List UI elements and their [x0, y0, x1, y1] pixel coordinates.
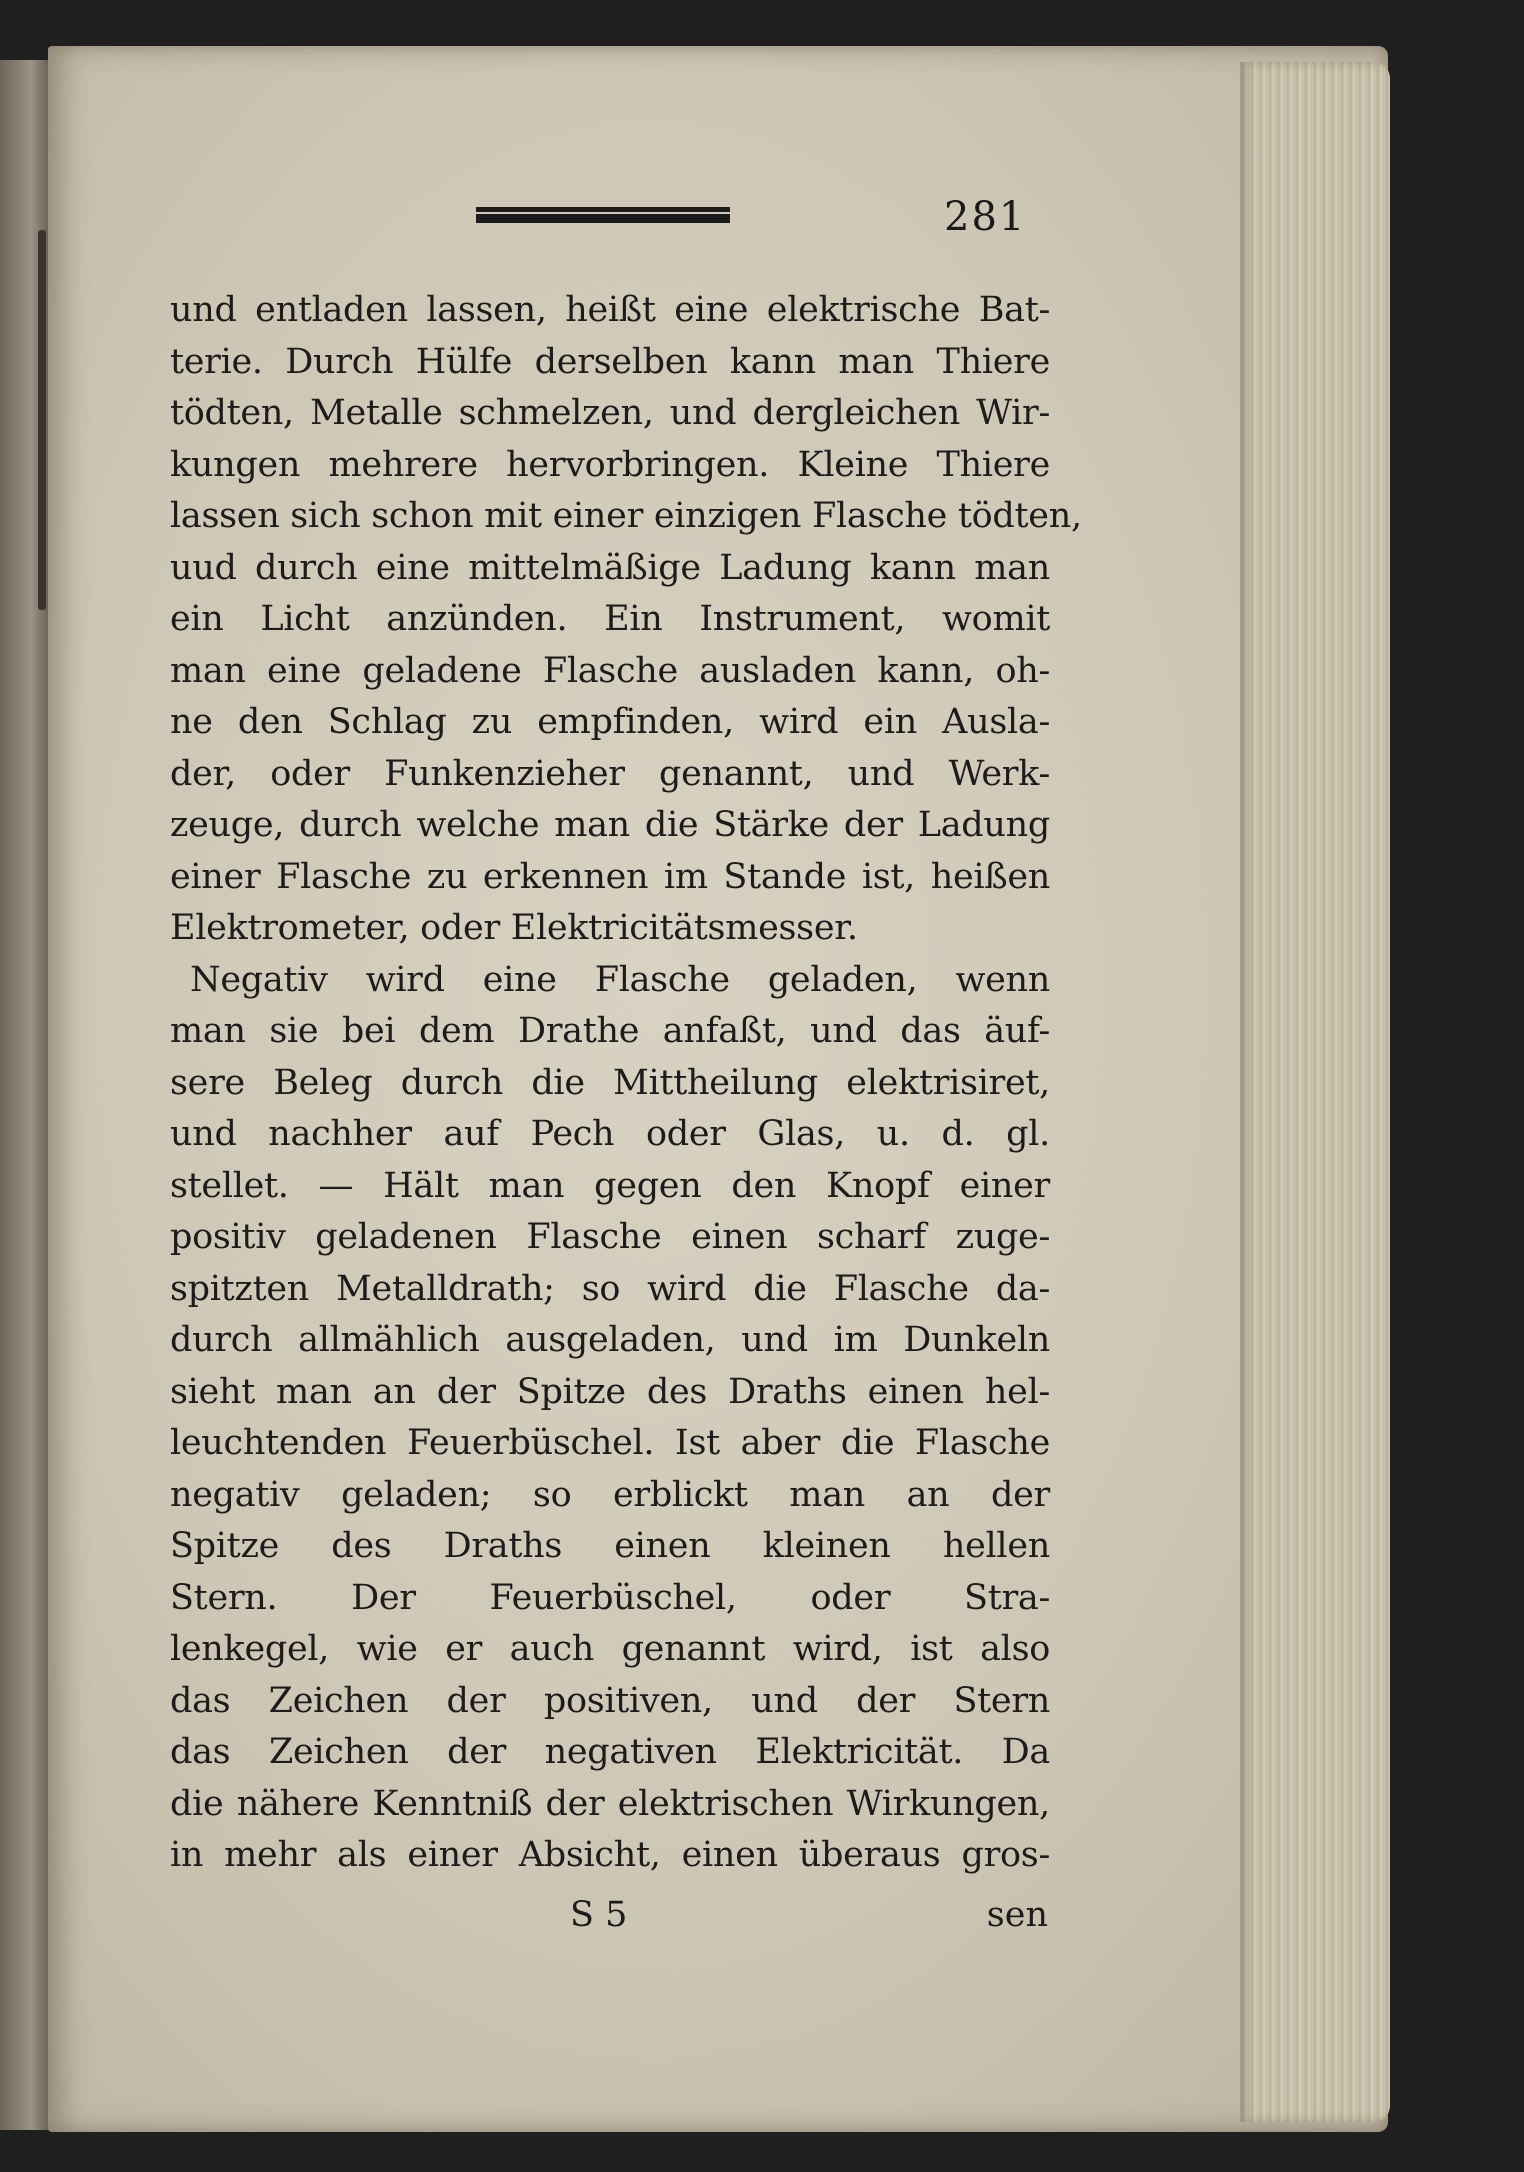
- text-line: Spitze des Draths einen kleinen hellen: [170, 1526, 1050, 1566]
- text-line: Elektrometer, oder Elektricitätsmesser.: [170, 908, 858, 948]
- header-double-rule: [476, 207, 730, 223]
- text-line: Stern. Der Feuerbüschel, oder Stra-: [170, 1577, 1050, 1618]
- binding-shadow: [38, 230, 46, 610]
- text-line: spitzten Metalldrath; so wird die Flasche da-: [170, 1268, 1050, 1309]
- text-line: die nähere Kenntniß der elektrischen Wirkungen,: [170, 1783, 1050, 1824]
- text-line: lenkegel, wie er auch genannt wird, ist also: [170, 1629, 1050, 1669]
- text-line: ein Licht anzünden. Ein Instrument, womit: [170, 599, 1050, 639]
- text-line: man sie bei dem Drathe anfaßt, und das äuf-: [170, 1011, 1050, 1051]
- text-line: leuchtenden Feuerbüschel. Ist aber die Flasche: [170, 1423, 1050, 1463]
- text-line: man eine geladene Flasche ausladen kann, oh-: [170, 650, 1050, 691]
- text-line: negativ geladen; so erblickt man an der: [170, 1474, 1050, 1515]
- text-line: durch allmählich ausgeladen, und im Dunkeln: [170, 1320, 1050, 1360]
- signature-mark: S 5: [570, 1895, 628, 1935]
- page-fore-edge: [1240, 62, 1390, 2122]
- text-line: sieht man an der Spitze des Draths einen hel-: [170, 1371, 1050, 1412]
- text-line: in mehr als einer Absicht, einen überaus gros-: [170, 1835, 1050, 1875]
- text-line: das Zeichen der negativen Elektricität. Da: [170, 1732, 1050, 1772]
- text-line: kungen mehrere hervorbringen. Kleine Thiere: [170, 444, 1050, 485]
- text-line: das Zeichen der positiven, und der Stern: [170, 1680, 1050, 1721]
- text-line: Negativ wird eine Flasche geladen, wenn: [190, 959, 1050, 1000]
- text-line: tödten, Metalle schmelzen, und dergleichen Wir-: [170, 393, 1050, 433]
- text-line: uud durch eine mittelmäßige Ladung kann man: [170, 547, 1050, 588]
- text-line: stellet. — Hält man gegen den Knopf einer: [170, 1165, 1050, 1206]
- text-line: einer Flasche zu erkennen im Stande ist, heißen: [170, 856, 1050, 897]
- text-line: und entladen lassen, heißt eine elektrische Bat-: [170, 290, 1050, 330]
- text-line: lassen sich schon mit einer einzigen Flasche tödten,: [170, 496, 1082, 536]
- text-line: positiv geladenen Flasche einen scharf zuge-: [170, 1217, 1050, 1257]
- body-text: [170, 285, 1082, 1882]
- text-line: ne den Schlag zu empfinden, wird ein Ausla-: [170, 702, 1050, 742]
- text-line: und nachher auf Pech oder Glas, u. d. gl.: [170, 1114, 1050, 1154]
- text-line: sere Beleg durch die Mittheilung elektrisiret,: [170, 1062, 1050, 1103]
- text-line: der, oder Funkenzieher genannt, und Werk-: [170, 753, 1050, 794]
- text-line: zeuge, durch welche man die Stärke der Ladung: [170, 805, 1050, 845]
- catchword: sen: [986, 1895, 1048, 1935]
- text-line: terie. Durch Hülfe derselben kann man Thiere: [170, 341, 1050, 382]
- page-number: 281: [944, 194, 1027, 240]
- page-footer: [170, 1890, 1050, 1942]
